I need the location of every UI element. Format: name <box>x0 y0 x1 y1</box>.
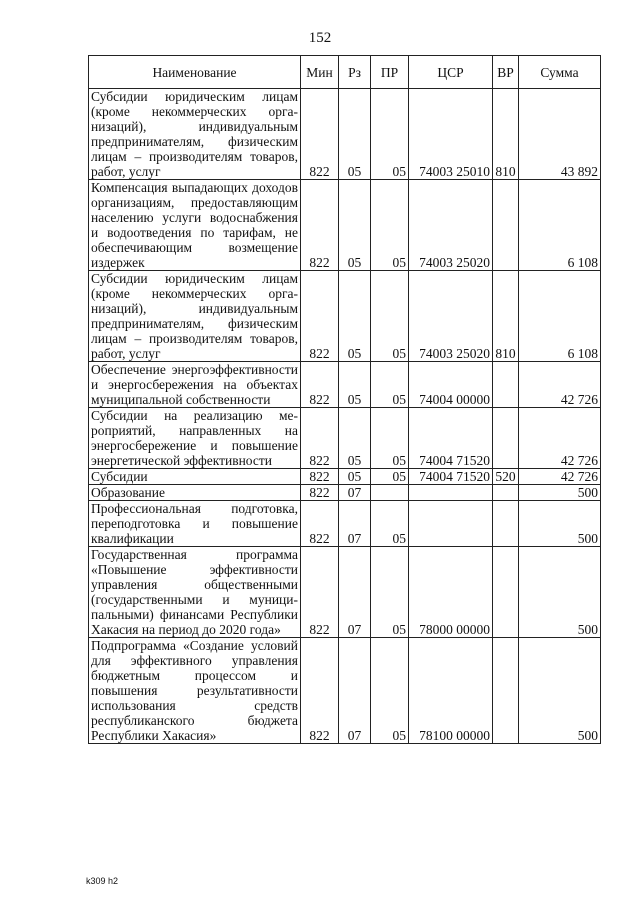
row-sum: 500 <box>519 485 601 501</box>
footer-code: k309 h2 <box>86 876 119 886</box>
table-row <box>89 271 601 362</box>
row-pr: 05 <box>371 180 409 271</box>
row-sum: 42 726 <box>519 408 601 469</box>
row-pr: 05 <box>371 638 409 744</box>
table-row <box>89 469 601 485</box>
row-min: 822 <box>301 362 339 408</box>
row-min: 822 <box>301 271 339 362</box>
header-rz: Рз <box>339 56 371 89</box>
table-row <box>89 638 601 744</box>
row-rz: 05 <box>339 408 371 469</box>
table-row <box>89 362 601 408</box>
table-row <box>89 501 601 547</box>
row-csr <box>409 501 493 547</box>
row-sum: 42 726 <box>519 362 601 408</box>
row-csr: 74004 71520 <box>409 469 493 485</box>
row-pr: 05 <box>371 408 409 469</box>
row-vr: 520 <box>493 469 519 485</box>
row-rz: 05 <box>339 89 371 180</box>
row-csr: 74003 25020 <box>409 180 493 271</box>
row-csr: 78000 00000 <box>409 547 493 638</box>
row-rz: 07 <box>339 485 371 501</box>
table-row <box>89 485 601 501</box>
budget-table <box>88 55 601 744</box>
table-row <box>89 89 601 180</box>
table-row <box>89 180 601 271</box>
row-rz: 05 <box>339 469 371 485</box>
row-name: Подпрограмма «Создание условий для эффективного управления бюджетным процессом и повышения результативности использования средств республиканского бюджета Республики Хакасия» <box>89 638 301 744</box>
row-name: Компенсация выпадающих доходов организациям, предоставляющим населению услуги водоснабжения и водоотведения по тарифам, не обеспечивающим возмещение издержек <box>89 180 301 271</box>
row-name: Профессиональная подготовка, переподготовка и повышение квалификации <box>89 501 301 547</box>
page-number: 152 <box>308 30 332 46</box>
row-sum: 500 <box>519 638 601 744</box>
row-min: 822 <box>301 408 339 469</box>
row-vr <box>493 547 519 638</box>
row-vr <box>493 362 519 408</box>
row-min: 822 <box>301 485 339 501</box>
row-rz: 05 <box>339 362 371 408</box>
header-vr: ВР <box>493 56 519 89</box>
header-min: Мин <box>301 56 339 89</box>
row-sum: 43 892 <box>519 89 601 180</box>
row-sum: 42 726 <box>519 469 601 485</box>
row-vr: 810 <box>493 271 519 362</box>
table-header-row <box>89 56 601 89</box>
header-pr: ПР <box>371 56 409 89</box>
table-row <box>89 547 601 638</box>
row-csr: 78100 00000 <box>409 638 493 744</box>
row-csr: 74003 25010 <box>409 89 493 180</box>
row-rz: 05 <box>339 271 371 362</box>
row-vr <box>493 638 519 744</box>
row-pr: 05 <box>371 469 409 485</box>
row-rz: 07 <box>339 547 371 638</box>
row-min: 822 <box>301 89 339 180</box>
row-name: Субсидии на реализацию мероприятий, направленных на энергосбережение и повышение энергетической эффективности <box>89 408 301 469</box>
row-sum: 500 <box>519 501 601 547</box>
row-vr <box>493 501 519 547</box>
row-rz: 07 <box>339 501 371 547</box>
row-csr <box>409 485 493 501</box>
header-name: Наименование <box>89 56 301 89</box>
row-sum: 6 108 <box>519 180 601 271</box>
row-pr: 05 <box>371 547 409 638</box>
header-csr: ЦСР <box>409 56 493 89</box>
row-min: 822 <box>301 180 339 271</box>
row-pr <box>371 485 409 501</box>
row-sum: 6 108 <box>519 271 601 362</box>
row-name: Субсидии <box>89 469 301 485</box>
row-csr: 74004 71520 <box>409 408 493 469</box>
row-sum: 500 <box>519 547 601 638</box>
row-min: 822 <box>301 501 339 547</box>
row-min: 822 <box>301 547 339 638</box>
row-min: 822 <box>301 638 339 744</box>
table-row <box>89 408 601 469</box>
row-name: Обеспечение энергоэффективности и энергосбережения на объектах муниципальной собственности <box>89 362 301 408</box>
row-pr: 05 <box>371 501 409 547</box>
row-csr: 74003 25020 <box>409 271 493 362</box>
row-vr: 810 <box>493 89 519 180</box>
row-vr <box>493 180 519 271</box>
row-name: Образование <box>89 485 301 501</box>
row-min: 822 <box>301 469 339 485</box>
row-vr <box>493 408 519 469</box>
row-name: Субсидии юридическим лицам (кроме некоммерческих организаций), индивидуальным предпринимателям, физическим лицам – производителям товаров, работ, услуг <box>89 271 301 362</box>
row-csr: 74004 00000 <box>409 362 493 408</box>
row-vr <box>493 485 519 501</box>
row-name: Субсидии юридическим лицам (кроме некоммерческих организаций), индивидуальным предпринимателям, физическим лицам – производителям товаров, работ, услуг <box>89 89 301 180</box>
row-name: Государственная программа «Повышение эффективности управления общественными (государственными и муниципальными) финансами Республики Хакасия на период до 2020 года» <box>89 547 301 638</box>
row-pr: 05 <box>371 362 409 408</box>
row-rz: 05 <box>339 180 371 271</box>
row-pr: 05 <box>371 89 409 180</box>
row-pr: 05 <box>371 271 409 362</box>
row-rz: 07 <box>339 638 371 744</box>
header-sum: Сумма <box>519 56 601 89</box>
